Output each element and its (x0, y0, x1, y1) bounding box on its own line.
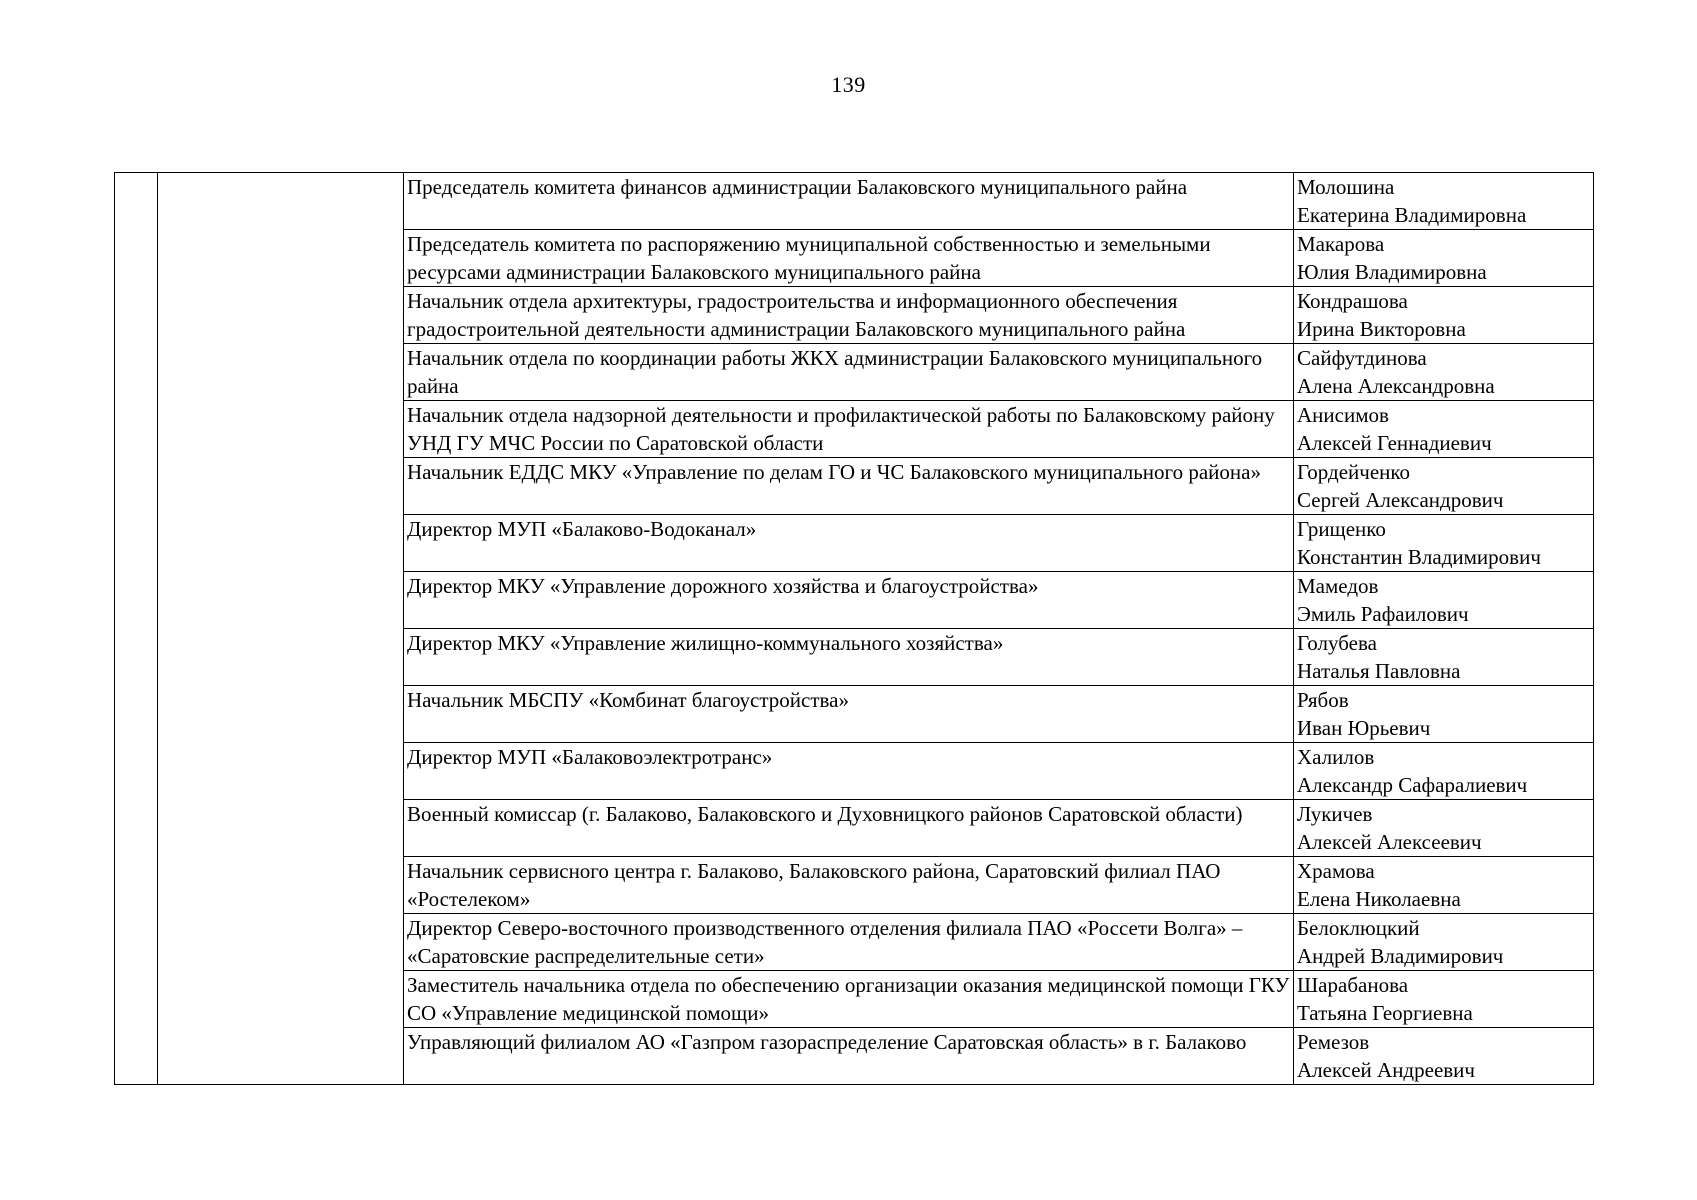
given-names-text: Эмиль Рафаилович (1297, 602, 1469, 626)
position-text: Начальник отдела надзорной деятельности и профилактической работы по Балаковскому району УНД ГУ МЧС России по Саратовской области (407, 403, 1275, 455)
surname-text: Халилов (1297, 745, 1375, 769)
position-cell (404, 287, 1294, 344)
name-cell (1294, 629, 1594, 686)
position-text: Начальник МБСПУ «Комбинат благоустройства» (407, 688, 849, 712)
position-cell (404, 173, 1294, 230)
position-text: Начальник ЕДДС МКУ «Управление по делам ГО и ЧС Балаковского муниципального района» (407, 460, 1261, 484)
name-cell (1294, 686, 1594, 743)
name-cell (1294, 515, 1594, 572)
position-text: Директор МКУ «Управление жилищно-коммунального хозяйства» (407, 631, 1004, 655)
position-cell (404, 230, 1294, 287)
name-cell (1294, 344, 1594, 401)
name-cell (1294, 458, 1594, 515)
officials-table (114, 172, 1594, 1085)
position-cell (404, 743, 1294, 800)
name-cell (1294, 173, 1594, 230)
given-names-text: Ирина Викторовна (1297, 317, 1466, 341)
position-text: Заместитель начальника отдела по обеспечению организации оказания медицинской помощи ГКУ СО «Управление медицинской помощи» (407, 973, 1290, 1025)
surname-text: Ремезов (1297, 1030, 1370, 1054)
name-cell (1294, 743, 1594, 800)
page-number: 139 (831, 72, 866, 97)
position-text: Начальник отдела архитектуры, градостроительства и информационного обеспечения градостроительной деятельности администрации Балаковского муниципального райна (407, 289, 1186, 341)
name-cell (1294, 230, 1594, 287)
position-cell (404, 572, 1294, 629)
given-names-text: Константин Владимирович (1297, 545, 1541, 569)
position-text: Директор Северо-восточного производственного отделения филиала ПАО «Россети Волга» – «Саратовские распределительные сети» (407, 916, 1243, 968)
given-names-text: Андрей Владимирович (1297, 944, 1504, 968)
number-cell (115, 173, 158, 1085)
surname-text: Кондрашова (1297, 289, 1408, 313)
name-cell (1294, 857, 1594, 914)
position-cell (404, 1028, 1294, 1085)
name-cell (1294, 800, 1594, 857)
name-cell (1294, 287, 1594, 344)
position-cell (404, 401, 1294, 458)
position-cell (404, 857, 1294, 914)
surname-text: Сайфутдинова (1297, 346, 1427, 370)
position-text: Директор МУП «Балаковоэлектротранс» (407, 745, 773, 769)
surname-text: Шарабанова (1297, 973, 1409, 997)
position-text: Управляющий филиалом АО «Газпром газораспределение Саратовская область» в г. Балаково (407, 1030, 1247, 1054)
surname-text: Анисимов (1297, 403, 1389, 427)
given-names-text: Татьяна Георгиевна (1297, 1001, 1473, 1025)
position-cell (404, 914, 1294, 971)
position-text: Председатель комитета финансов администрации Балаковского муниципального райна (407, 175, 1188, 199)
surname-text: Лукичев (1297, 802, 1373, 826)
surname-text: Голубева (1297, 631, 1377, 655)
given-names-text: Юлия Владимировна (1297, 260, 1487, 284)
position-cell (404, 686, 1294, 743)
name-cell (1294, 572, 1594, 629)
position-text: Начальник отдела по координации работы ЖКХ администрации Балаковского муниципального райна (407, 346, 1263, 398)
position-cell (404, 458, 1294, 515)
surname-text: Макарова (1297, 232, 1385, 256)
surname-text: Мамедов (1297, 574, 1379, 598)
given-names-text: Елена Николаевна (1297, 887, 1461, 911)
position-text: Военный комиссар (г. Балаково, Балаковского и Духовницкого районов Саратовской области) (407, 802, 1243, 826)
position-text: Начальник сервисного центра г. Балаково, Балаковского района, Саратовский филиал ПАО «Ростелеком» (407, 859, 1221, 911)
name-cell (1294, 1028, 1594, 1085)
surname-text: Грищенко (1297, 517, 1386, 541)
given-names-text: Сергей Александрович (1297, 488, 1504, 512)
position-cell (404, 800, 1294, 857)
name-cell (1294, 914, 1594, 971)
given-names-text: Наталья Павловна (1297, 659, 1461, 683)
surname-text: Рябов (1297, 688, 1349, 712)
given-names-text: Александр Сафаралиевич (1297, 773, 1528, 797)
section-cell (158, 173, 404, 1085)
given-names-text: Алена Александровна (1297, 374, 1495, 398)
given-names-text: Алексей Алексеевич (1297, 830, 1482, 854)
position-text: Директор МКУ «Управление дорожного хозяйства и благоустройства» (407, 574, 1039, 598)
table-body (115, 173, 1594, 1085)
position-text: Председатель комитета по распоряжению муниципальной собственностью и земельными ресурсами администрации Балаковского муниципального райна (407, 232, 1211, 284)
surname-text: Гордейченко (1297, 460, 1411, 484)
surname-text: Храмова (1297, 859, 1375, 883)
position-cell (404, 344, 1294, 401)
name-cell (1294, 401, 1594, 458)
surname-text: Молошина (1297, 175, 1395, 199)
table-row (115, 173, 1594, 230)
position-cell (404, 515, 1294, 572)
given-names-text: Екатерина Владимировна (1297, 203, 1527, 227)
given-names-text: Алексей Андреевич (1297, 1058, 1475, 1082)
name-cell (1294, 971, 1594, 1028)
position-cell (404, 971, 1294, 1028)
position-cell (404, 629, 1294, 686)
position-text: Директор МУП «Балаково-Водоканал» (407, 517, 757, 541)
given-names-text: Иван Юрьевич (1297, 716, 1431, 740)
surname-text: Белоклюцкий (1297, 916, 1420, 940)
given-names-text: Алексей Геннадиевич (1297, 431, 1492, 455)
